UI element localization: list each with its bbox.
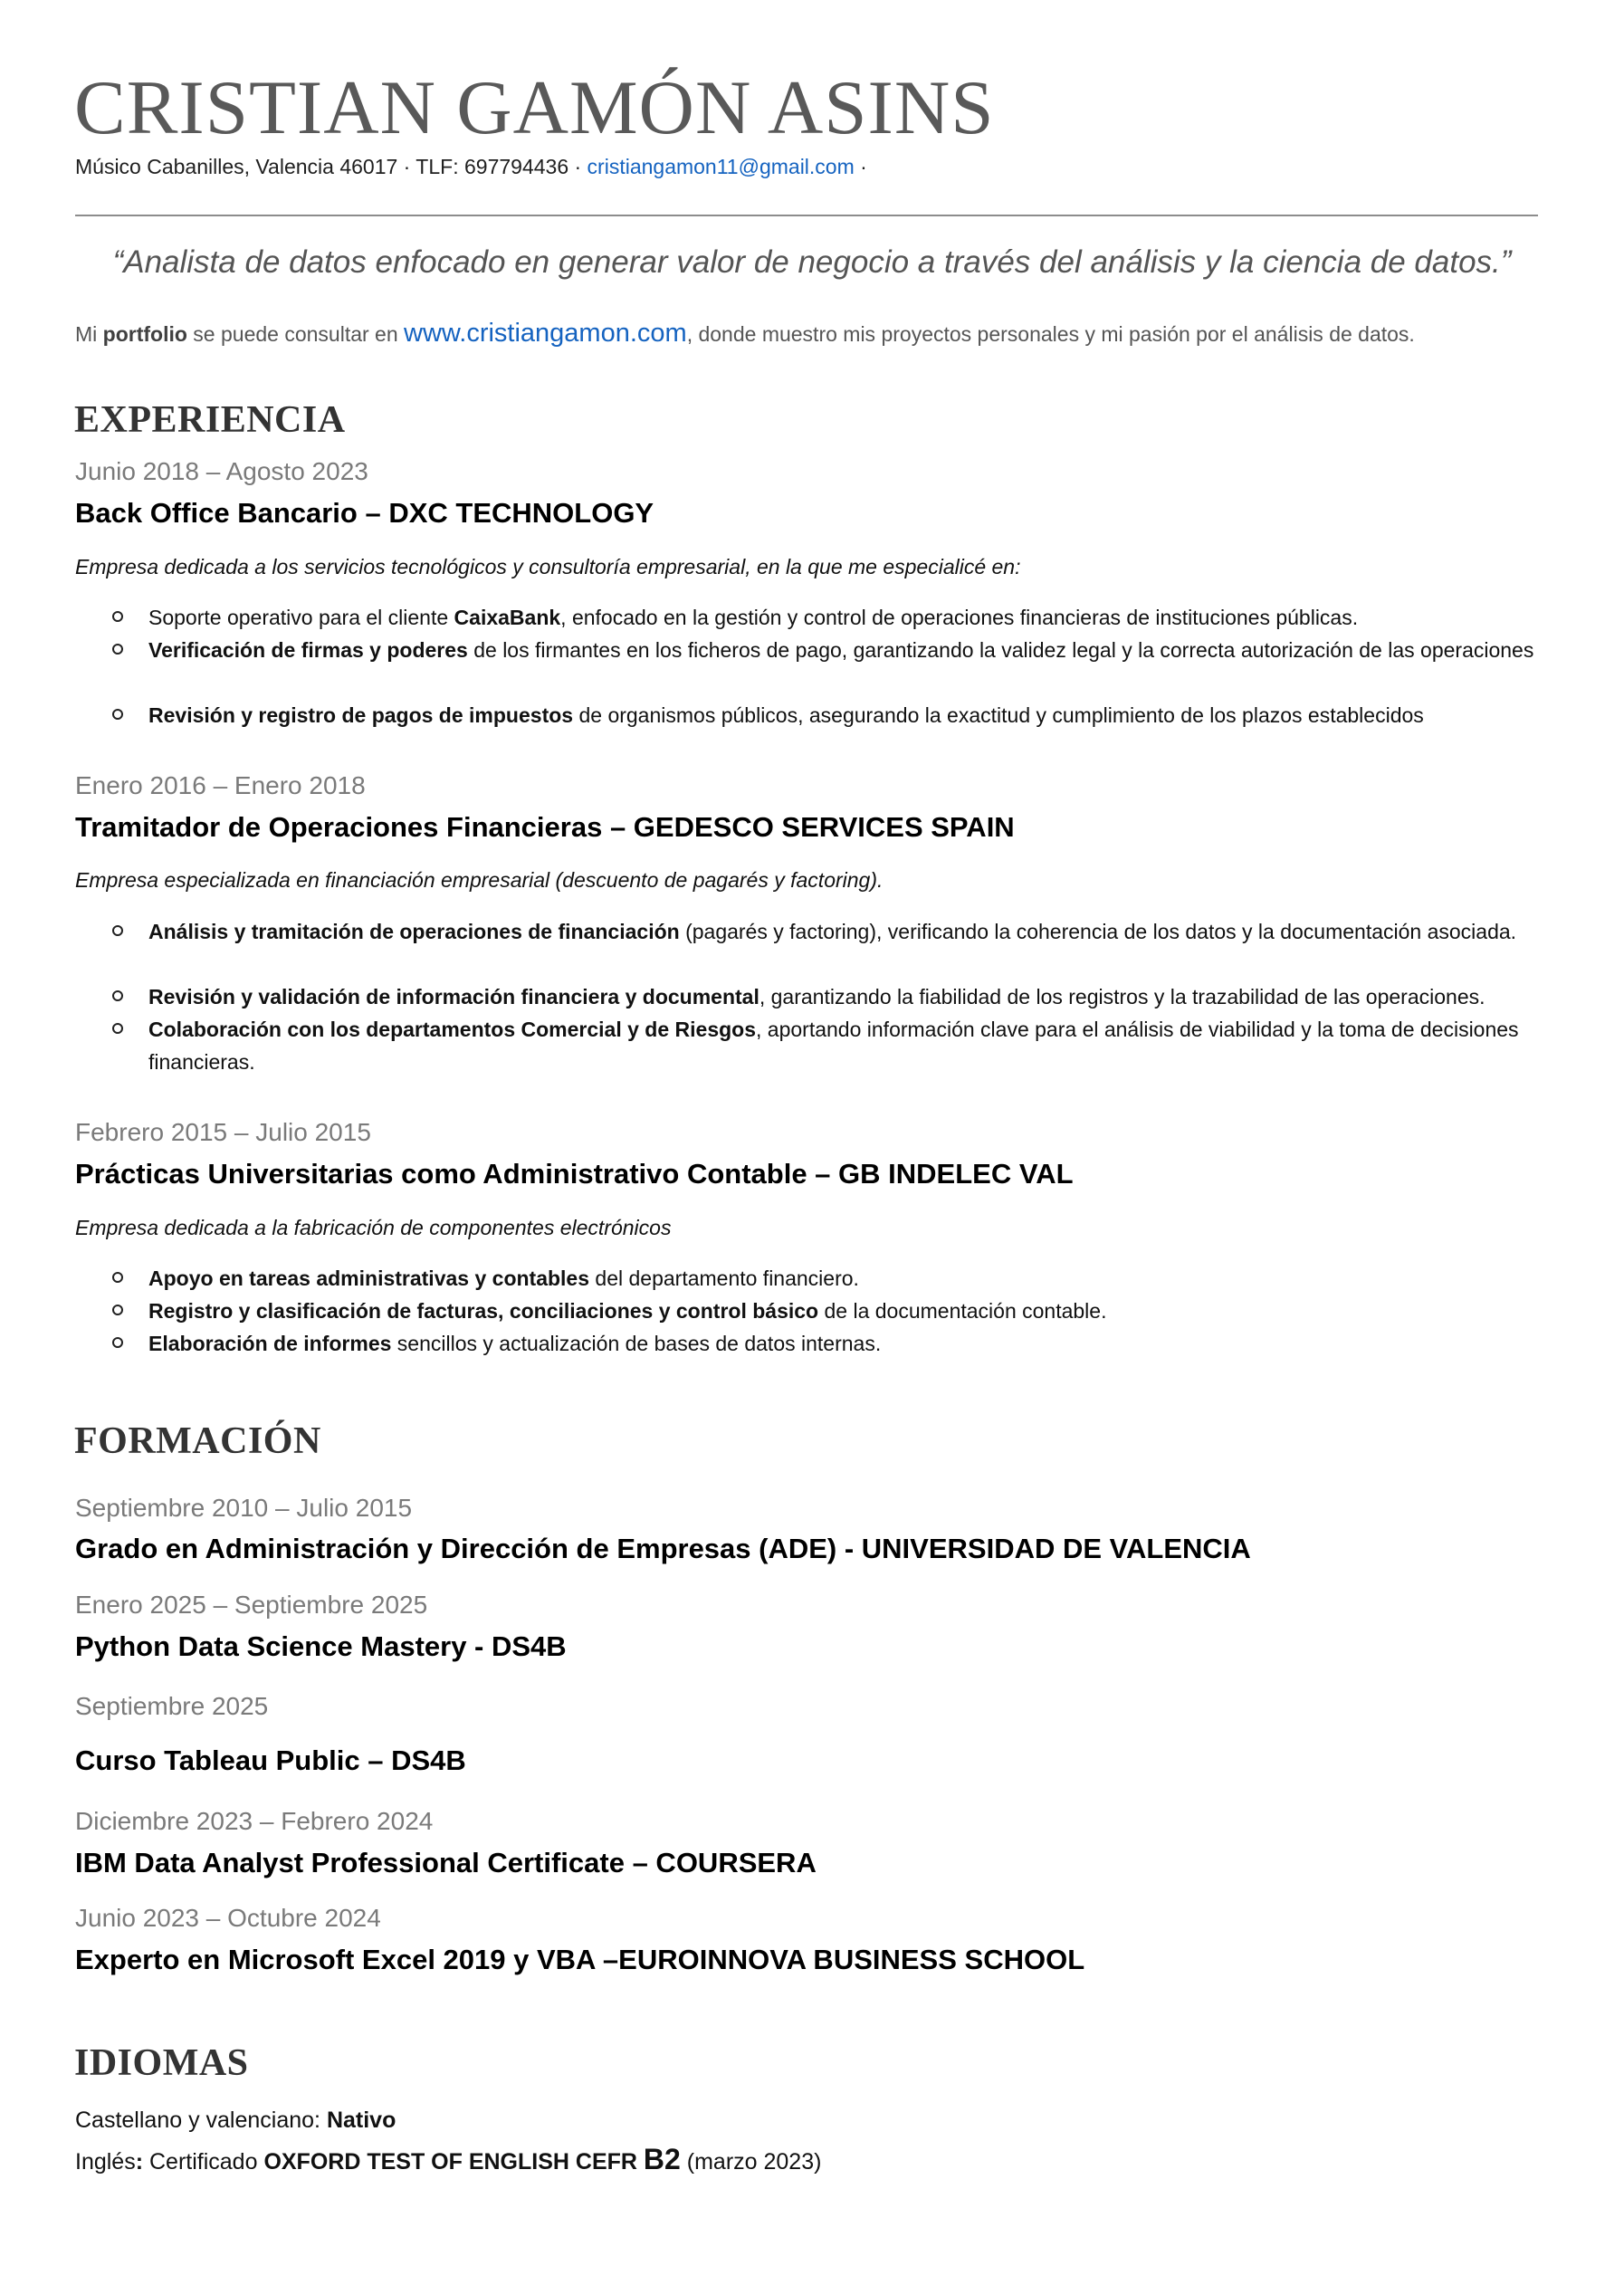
language-english xyxy=(75,2143,821,2176)
job-dates: Enero 2016 – Enero 2018 xyxy=(75,771,366,799)
native-level: Nativo xyxy=(326,2108,396,2133)
portfolio-suffix: , donde muestro mis proyectos personales y mi pasión por el análisis de datos. xyxy=(686,322,1415,346)
bullet-circle-icon xyxy=(112,709,123,720)
job-dates: Junio 2018 – Agosto 2023 xyxy=(75,457,368,485)
job-title: Prácticas Universitarias como Administrativo Contable – GB INDELEC VAL xyxy=(75,1158,1074,1190)
list-item: Análisis y tramitación de operaciones de financiación (pagarés y factoring), verificando la coherencia de los datos y la documentación asociada. xyxy=(112,915,1561,948)
contact-line xyxy=(75,155,867,179)
portfolio-bold: portfolio xyxy=(102,322,187,346)
english-text: Certificado xyxy=(143,2149,264,2175)
contact-suffix: · xyxy=(854,155,867,178)
section-heading-experience: EXPERIENCIA xyxy=(74,399,346,441)
bullet-circle-icon xyxy=(112,1023,123,1034)
list-item: Revisión y registro de pagos de impuestos de organismos públicos, asegurando la exactitud y cumplimiento de los plazos establecidos xyxy=(112,699,1561,731)
job-dates: Febrero 2015 – Julio 2015 xyxy=(75,1118,371,1146)
education-title: IBM Data Analyst Professional Certificate – COURSERA xyxy=(75,1847,817,1878)
job-description: Empresa dedicada a la fabricación de componentes electrónicos xyxy=(75,1216,672,1239)
english-cert: OXFORD TEST OF ENGLISH CEFR xyxy=(263,2149,644,2175)
list-item: Revisión y validación de información financiera y documental, garantizando la fiabilidad de los registros y la trazabilidad de las operaciones. xyxy=(112,980,1561,1013)
education-title: Python Data Science Mastery - DS4B xyxy=(75,1630,567,1662)
list-item: Verificación de firmas y poderes de los firmantes en los ficheros de pago, garantizando la validez legal y la correcta autorización de las operaciones xyxy=(112,634,1561,666)
job-title: Back Office Bancario – DXC TECHNOLOGY xyxy=(75,497,654,529)
contact-address-phone: Músico Cabanilles, Valencia 46017 · TLF: 697794436 · xyxy=(75,155,588,178)
job-title: Tramitador de Operaciones Financieras – GEDESCO SERVICES SPAIN xyxy=(75,811,1015,843)
email-link[interactable]: cristiangamon11@gmail.com xyxy=(587,155,855,178)
list-item: Apoyo en tareas administrativas y contables del departamento financiero. xyxy=(112,1262,1561,1295)
bullet-circle-icon xyxy=(112,1337,123,1348)
bullet-circle-icon xyxy=(112,644,123,655)
portfolio-mid: se puede consultar en xyxy=(186,322,405,346)
english-colon: : xyxy=(135,2149,144,2175)
education-dates: Junio 2023 – Octubre 2024 xyxy=(75,1904,381,1932)
bullet-circle-icon xyxy=(112,990,123,1001)
education-title: Curso Tableau Public – DS4B xyxy=(75,1744,466,1776)
job-description: Empresa dedicada a los servicios tecnológicos y consultoría empresarial, en la que me especialicé en: xyxy=(75,555,1021,578)
bullet-circle-icon xyxy=(112,611,123,622)
list-item: Registro y clasificación de facturas, conciliaciones y control básico de la documentación contable. xyxy=(112,1295,1561,1327)
list-item: Elaboración de informes sencillos y actualización de bases de datos internas. xyxy=(112,1327,1561,1360)
portfolio-link[interactable]: www.cristiangamon.com xyxy=(404,319,687,348)
bullet-circle-icon xyxy=(112,1272,123,1283)
education-dates: Septiembre 2010 – Julio 2015 xyxy=(75,1494,413,1522)
english-date: (marzo 2023) xyxy=(680,2149,822,2175)
education-dates: Septiembre 2025 xyxy=(75,1692,269,1720)
section-heading-education: FORMACIÓN xyxy=(74,1420,321,1462)
native-label: Castellano y valenciano: xyxy=(75,2108,327,2133)
section-heading-languages: IDIOMAS xyxy=(74,2042,249,2084)
list-item: Colaboración con los departamentos Comercial y de Riesgos, aportando información clave para el análisis de viabilidad y la toma de decisiones financieras. xyxy=(112,1013,1561,1078)
portfolio-prefix: Mi xyxy=(75,322,103,346)
bullet-circle-icon xyxy=(112,925,123,936)
english-label: Inglés xyxy=(75,2149,136,2175)
profile-quote: “Analista de datos enfocado en generar valor de negocio a través del análisis y la ciencia de datos.” xyxy=(112,244,1512,280)
education-title: Experto en Microsoft Excel 2019 y VBA –EUROINNOVA BUSINESS SCHOOL xyxy=(75,1944,1085,1975)
education-title: Grado en Administración y Dirección de Empresas (ADE) - UNIVERSIDAD DE VALENCIA xyxy=(75,1533,1251,1564)
english-level: B2 xyxy=(643,2143,681,2175)
education-dates: Enero 2025 – Septiembre 2025 xyxy=(75,1591,428,1619)
list-item: Soporte operativo para el cliente CaixaBank, enfocado en la gestión y control de operaciones financieras de instituciones públicas. xyxy=(112,601,1561,634)
bullet-circle-icon xyxy=(112,1305,123,1315)
education-dates: Diciembre 2023 – Febrero 2024 xyxy=(75,1807,434,1835)
job-description: Empresa especializada en financiación empresarial (descuento de pagarés y factoring). xyxy=(75,868,884,892)
candidate-name: CRISTIAN GAMÓN ASINS xyxy=(74,65,995,150)
header-divider xyxy=(75,215,1538,216)
language-native xyxy=(75,2108,396,2134)
portfolio-line xyxy=(75,319,1415,349)
